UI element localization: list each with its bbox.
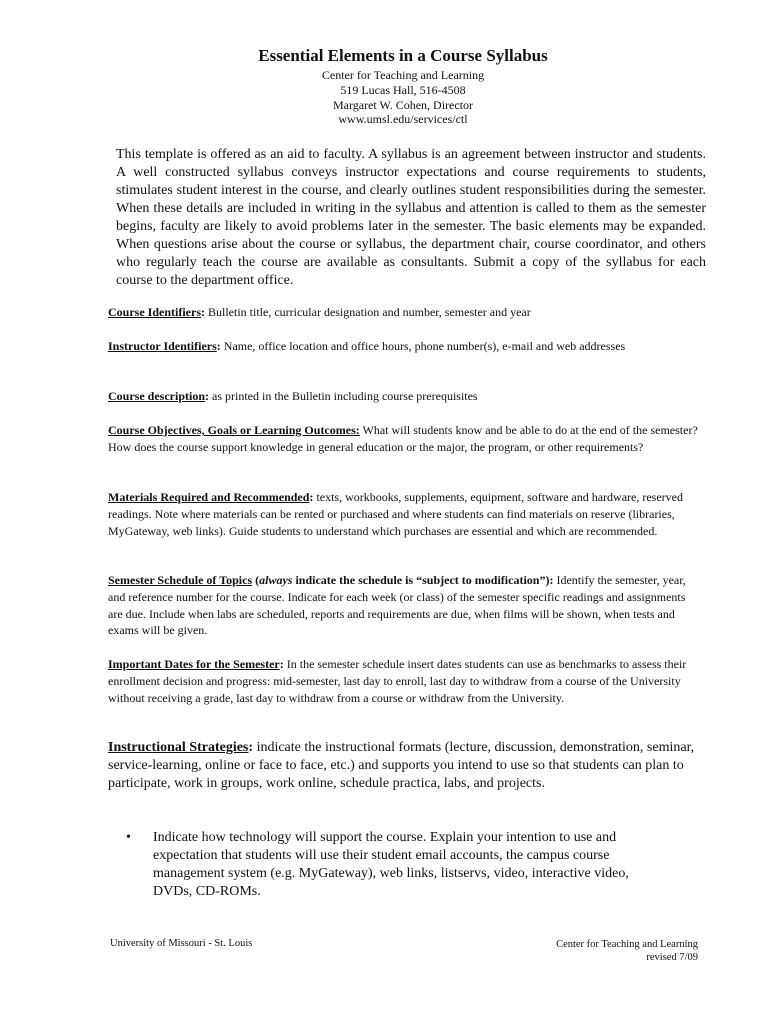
page-title: Essential Elements in a Course Syllabus	[258, 46, 548, 65]
section-text: In the semester schedule insert dates students can use as benchmarks to assess their enrollment decision and progress: mid-semester, last day to enroll, last day to withdraw from a course of the University without receiving a grade, last day to withdraw from a course or withdraw from the University.	[108, 657, 687, 705]
section-label: Course description	[108, 389, 205, 403]
section-text: texts, workbooks, supplements, equipment, software and hardware, reserved readings. Note where materials can be rented or purchased and where students can find materials on reserve (libraries, MyGateway, web links). Guide students to understand which purchases are essential and which are recommended.	[108, 490, 683, 538]
header-address: 519 Lucas Hall, 516-4508	[340, 82, 466, 97]
section-label: Semester Schedule of Topics	[108, 573, 253, 587]
section-label: Course Objectives, Goals or Learning Outcomes:	[108, 423, 360, 437]
section-text: as printed in the Bulletin including course prerequisites	[209, 389, 478, 403]
section-always: always	[259, 573, 293, 587]
section-label: Materials Required and Recommended	[108, 490, 310, 504]
section-course-description: Course description: as printed in the Bulletin including course prerequisites	[108, 389, 478, 403]
bullet-item	[126, 829, 666, 901]
section-label: Course Identifiers	[108, 305, 201, 319]
section-text: Name, office location and office hours, phone number(s), e-mail and web addresses	[220, 339, 626, 353]
section-instructional-strategies: Instructional Strategies: indicate the instructional formats (lecture, discussion, demonstration, seminar, service-learning, online or face to face, etc.) and supports you intend to use so that students can plan to participate, work in groups, work online, schedule practica, labs, and projects.	[108, 740, 695, 791]
header-block	[0, 68, 770, 127]
section-label: Instructor Identifiers	[108, 339, 217, 353]
footer-right	[556, 938, 698, 964]
section-text: What will students know and be able to do at the end of the semester? How does the course support knowledge in general education or the major, the program, or other requirements?	[108, 423, 698, 454]
footer-left: University of Missouri - St. Louis	[110, 938, 253, 949]
section-label: Instructional Strategies	[108, 740, 249, 755]
section-objectives	[108, 422, 700, 456]
section-label: Important Dates for the Semester	[108, 657, 280, 671]
section-instructor-identifiers: Instructor Identifiers: Name, office location and office hours, phone number(s), e-mail and web addresses	[108, 339, 626, 353]
header-org: Center for Teaching and Learning	[321, 68, 485, 82]
section-text: Bulletin title, curricular designation and number, semester and year	[205, 305, 531, 319]
section-course-identifiers: Course Identifiers: Bulletin title, curricular designation and number, semester and year	[108, 305, 531, 319]
bullet-icon: •	[126, 830, 131, 845]
section-important-dates: Important Dates for the Semester: In the semester schedule insert dates students can use as benchmarks to assess their enrollment decision and progress: mid-semester, last day to enroll, last day to withdraw from a course of the University without receiving a grade, last day to withdraw from a course or withdraw from the University.	[108, 657, 687, 705]
section-materials: Materials Required and Recommended: texts, workbooks, supplements, equipment, software and hardware, reserved readings. Note where materials can be rented or purchased and where students can find materials on reserve (libraries, MyGateway, web links). Guide students to understand which purchases are essential and which are recommended.	[108, 490, 683, 538]
section-text: indicate the instructional formats (lecture, discussion, demonstration, seminar, service-learning, online or face to face, etc.) and supports you intend to use so that students can plan to participate, work in groups, work online, schedule practica, labs, and projects.	[108, 740, 695, 791]
section-schedule	[108, 572, 700, 639]
footer-right-line2: revised 7/09	[646, 952, 698, 963]
footer-right-line1: Center for Teaching and Learning	[556, 939, 698, 950]
bullet-text: Indicate how technology will support the course. Explain your intention to use and expectation that students will use their student email accounts, the campus course management system (e.g. MyGateway), web links, listservs, video, interactive video, DVDs, CD-ROMs.	[153, 830, 629, 899]
section-paren: (	[252, 573, 260, 587]
section-text: Identify the semester, year, and reference number for the course. Indicate for each week (or class) of the semester specific readings and assignments are due. Include when labs are scheduled, reports and requirements are due, when films will be shown, when tests and exams will be given.	[108, 573, 686, 638]
intro-paragraph: This template is offered as an aid to faculty. A syllabus is an agreement between instructor and students. A well constructed syllabus conveys instructor expectations and course requirements to students, stimulates student interest in the course, and clearly outlines student responsibilities during the semester. When these details are included in writing in the syllabus and attention is called to them as the semester begins, faculty are likely to avoid problems later in the semester. The basic elements may be expanded. When questions arise about the course or syllabus, the department chair, course coordinator, and others who regularly teach the course are available as consultants. Submit a copy of the syllabus for each course to the department office.	[116, 147, 706, 288]
header-director: Margaret W. Cohen, Director	[332, 97, 474, 112]
header-url: www.umsl.edu/services/ctl	[338, 112, 468, 127]
section-note: indicate the schedule is “subject to modification”):	[292, 573, 554, 587]
